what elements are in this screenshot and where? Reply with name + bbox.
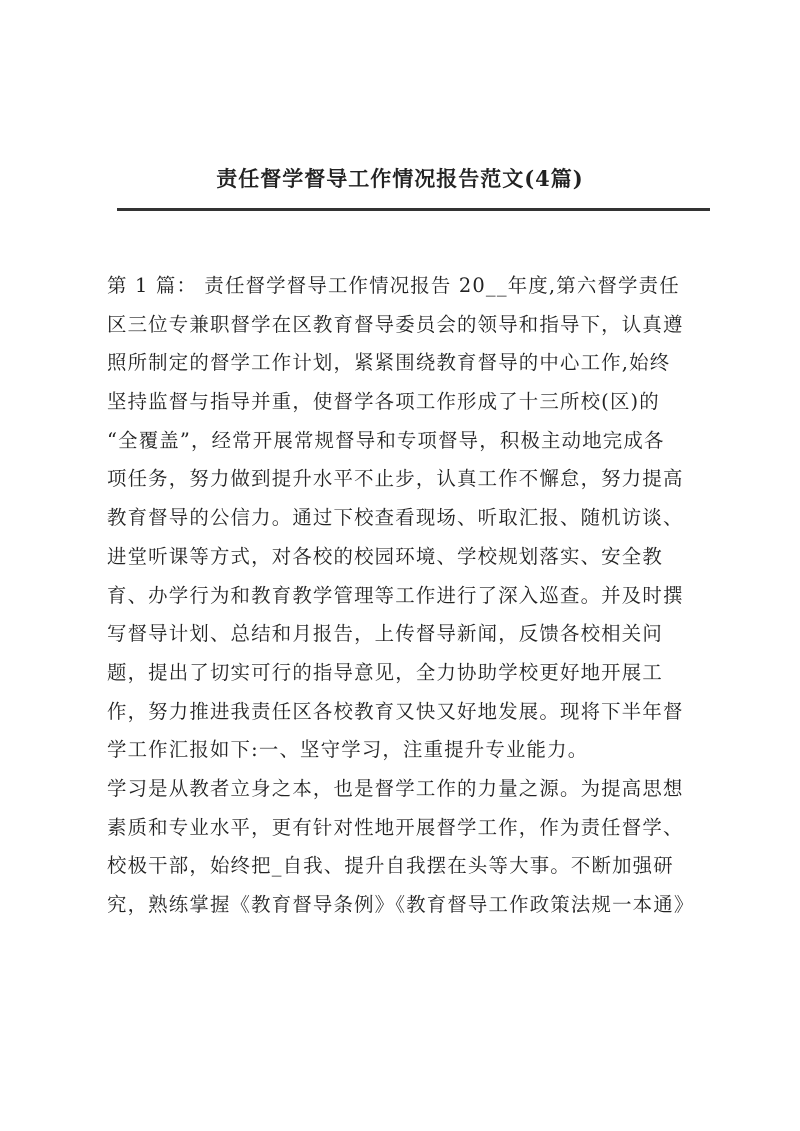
document-body — [107, 267, 719, 925]
title-divider — [117, 208, 710, 211]
body-line: 究，熟练掌握《教育督导条例》《教育督导工作政策法规一本通》 — [107, 893, 695, 916]
body-line: 教育督导的公信力。通过下校查看现场、听取汇报、随机访谈、 — [107, 506, 684, 530]
body-line: 学习是从教者立身之本，也是督学工作的力量之源。为提高思想 — [107, 776, 684, 800]
body-line: 校极干部，始终把_自我、提升自我摆在头等大事。不断加强研 — [107, 854, 674, 878]
body-line: 学工作汇报如下:一、坚守学习，注重提升专业能力。 — [107, 738, 589, 762]
body-line: 写督导计划、总结和月报告，上传督导新闻，反馈各校相关问 — [107, 622, 663, 646]
body-line: 项任务，努力做到提升水平不止步，认真工作不懈怠，努力提高 — [107, 467, 684, 491]
document-title: 责任督学督导工作情况报告范文(4篇) — [216, 166, 584, 191]
body-line: 坚持监督与指导并重，使督学各项工作形成了十三所校(区)的 — [107, 390, 660, 414]
body-line: 育、办学行为和教育教学管理等工作进行了深入巡查。并及时撰 — [107, 583, 684, 607]
body-line: 进堂听课等方式，对各校的校园环境、学校规划落实、安全教 — [107, 544, 663, 568]
body-line: “全覆盖”，经常开展常规督导和专项督导，积极主动地完成各 — [107, 428, 665, 452]
body-line: 区三位专兼职督学在区教育督导委员会的领导和指导下，认真遵 — [107, 312, 684, 336]
body-line: 作，努力推进我责任区各校教育又快又好地发展。现将下半年督 — [107, 699, 684, 723]
body-line: 素质和专业水平，更有针对性地开展督学工作，作为责任督学、 — [107, 815, 684, 839]
body-line: 题，提出了切实可行的指导意见，全力协助学校更好地开展工 — [107, 660, 663, 684]
body-line: 照所制定的督学工作计划，紧紧围绕教育督导的中心工作,始终 — [107, 351, 671, 375]
body-line: 第 1 篇： 责任督学督导工作情况报告 20__年度,第六督学责任 — [107, 274, 680, 297]
